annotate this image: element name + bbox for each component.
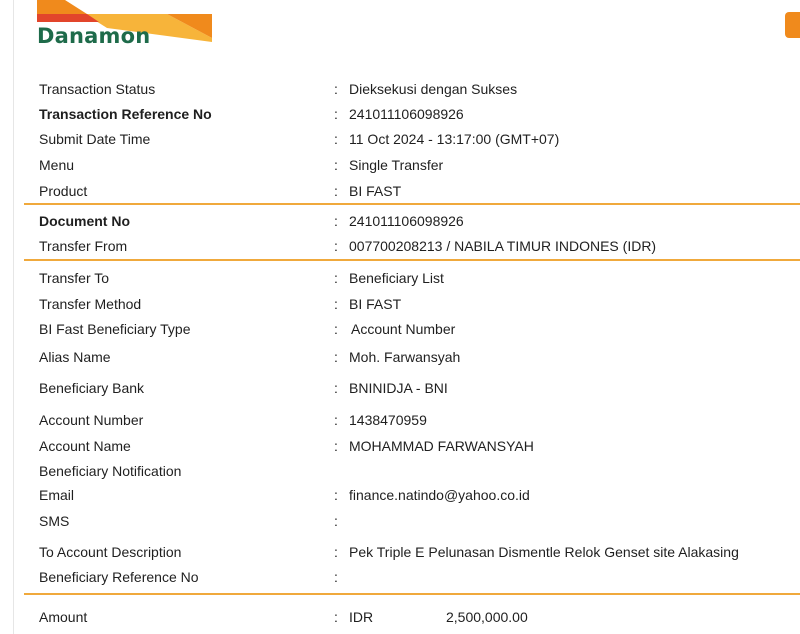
row-colon: : xyxy=(334,513,338,529)
amount-value: 2,500,000.00 xyxy=(446,609,528,625)
amount-label: Amount xyxy=(39,609,88,625)
row-colon: : xyxy=(334,270,338,286)
row-label: Transfer To xyxy=(39,270,110,286)
row-value: BI FAST xyxy=(349,296,402,312)
section-divider xyxy=(24,259,800,261)
row-label: Menu xyxy=(39,157,75,173)
row-colon: : xyxy=(334,183,338,199)
row-colon: : xyxy=(334,296,338,312)
row-beneficiary-bank xyxy=(39,380,800,400)
row-value: Account Number xyxy=(351,321,456,337)
row-colon: : xyxy=(334,157,338,173)
row-colon: : xyxy=(334,81,338,97)
row-value: Beneficiary List xyxy=(349,270,444,286)
row-colon: : xyxy=(334,321,338,337)
row-label: Beneficiary Notification xyxy=(39,463,182,479)
row-value: 241011106098926 xyxy=(349,106,464,122)
row-bi-fast-beneficiary-type xyxy=(39,321,800,341)
row-colon: : xyxy=(334,412,338,428)
row-value: Dieksekusi dengan Sukses xyxy=(349,81,518,97)
row-value: BI FAST xyxy=(349,183,402,199)
page-left-border xyxy=(13,0,14,634)
row-label: Email xyxy=(39,487,75,503)
row-product xyxy=(39,183,800,203)
row-value: 241011106098926 xyxy=(349,213,464,229)
row-label: Transfer Method xyxy=(39,296,142,312)
row-colon: : xyxy=(334,487,338,503)
row-document-no xyxy=(39,213,800,233)
row-label: Document No xyxy=(39,213,130,229)
section-divider xyxy=(24,593,800,595)
row-label: To Account Description xyxy=(39,544,182,560)
row-label: BI Fast Beneficiary Type xyxy=(39,321,191,337)
row-colon: : xyxy=(334,131,338,147)
row-value: Pek Triple E Pelunasan Dismentle Relok Genset site Alakasing xyxy=(349,544,739,560)
row-colon: : xyxy=(334,238,338,254)
row-label: Product xyxy=(39,183,88,199)
row-label: Transaction Status xyxy=(39,81,156,97)
row-transaction-reference-no xyxy=(39,106,800,126)
row-value: 007700208213 / NABILA TIMUR INDONES (IDR) xyxy=(349,238,657,254)
row-value: 11 Oct 2024 - 13:17:00 (GMT+07) xyxy=(349,131,560,147)
row-transaction-status xyxy=(39,81,800,101)
row-colon: : xyxy=(334,380,338,396)
row-label: SMS xyxy=(39,513,70,529)
row-colon: : xyxy=(334,438,338,454)
row-label: Submit Date Time xyxy=(39,131,151,147)
danamon-wordmark: Danamon xyxy=(37,24,151,48)
row-colon: : xyxy=(334,609,338,625)
row-value: MOHAMMAD FARWANSYAH xyxy=(349,438,534,454)
row-value: 1438470959 xyxy=(349,412,427,428)
row-amount xyxy=(39,609,800,629)
row-alias-name xyxy=(39,349,800,369)
row-transfer-method xyxy=(39,296,800,316)
section-divider xyxy=(24,203,800,205)
row-label: Transaction Reference No xyxy=(39,106,212,122)
row-beneficiary-reference-no xyxy=(39,569,800,589)
row-to-account-description xyxy=(39,544,800,564)
row-colon: : xyxy=(334,213,338,229)
row-label: Beneficiary Bank xyxy=(39,380,145,396)
row-submit-date-time xyxy=(39,131,800,151)
row-value: finance.natindo@yahoo.co.id xyxy=(349,487,530,503)
row-email xyxy=(39,487,800,507)
corner-button[interactable] xyxy=(785,12,800,38)
row-value: BNINIDJA - BNI xyxy=(349,380,448,396)
row-account-number xyxy=(39,412,800,432)
row-transfer-from xyxy=(39,238,800,258)
row-value: Single Transfer xyxy=(349,157,444,173)
row-label: Account Number xyxy=(39,412,144,428)
row-colon: : xyxy=(334,569,338,585)
row-label: Account Name xyxy=(39,438,131,454)
row-label: Alias Name xyxy=(39,349,111,365)
amount-currency: IDR xyxy=(349,609,374,625)
row-label: Beneficiary Reference No xyxy=(39,569,199,585)
row-colon: : xyxy=(334,544,338,560)
row-transfer-to xyxy=(39,270,800,290)
row-label: Transfer From xyxy=(39,238,128,254)
row-value: Moh. Farwansyah xyxy=(349,349,461,365)
row-beneficiary-notification xyxy=(39,463,800,483)
row-colon: : xyxy=(334,349,338,365)
row-sms xyxy=(39,513,800,533)
row-menu xyxy=(39,157,800,177)
row-account-name xyxy=(39,438,800,458)
row-colon: : xyxy=(334,106,338,122)
